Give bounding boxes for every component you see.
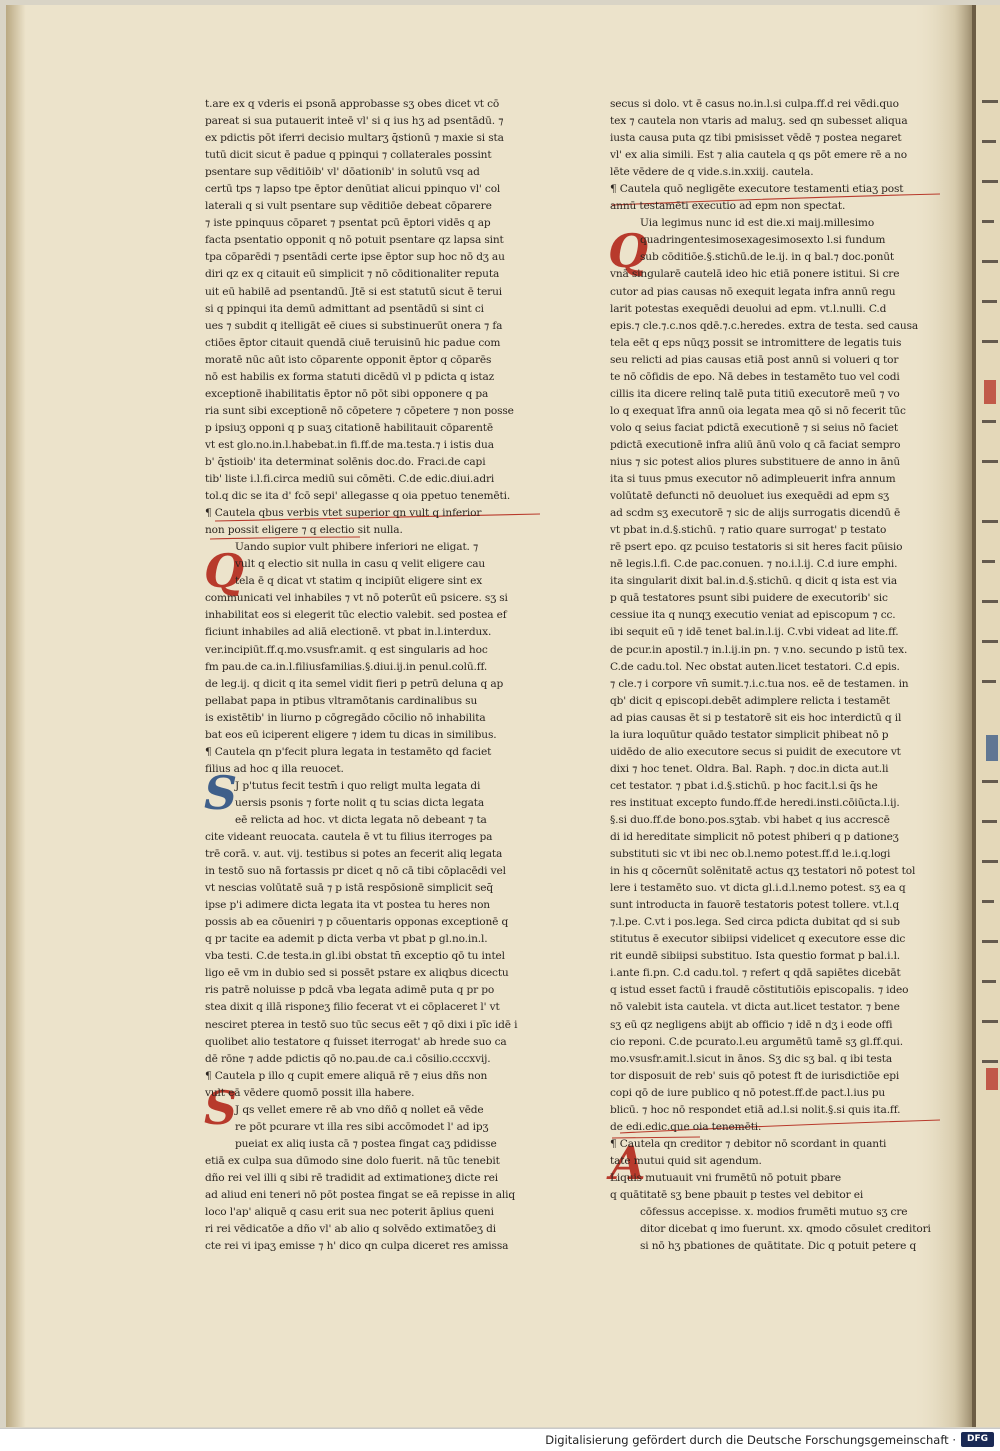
text-line: de pcur.in apostil.⁊ in.l.ij.in pn. ⁊ v.no. secundo p istū tex. <box>610 643 908 656</box>
text-line: larit potestas exequēdi deuolui ad epm. vt.l.nulli. C.d <box>610 302 887 315</box>
text-line: laterali q si vult psentare sup vēditiōe debeat cōparere <box>205 200 492 213</box>
text-line: ctiōes ēptor citauit quendā ciuē teruisinū hic padue com <box>205 336 501 349</box>
text-line: moratē nūc aūt isto cōparente opponit ēptor q cōparēs <box>205 353 492 366</box>
text-line: i.ante fi.pn. C.d cadu.tol. ⁊ refert q qdā sapiētes dicebāt <box>610 967 901 980</box>
text-line: ibi sequit eū ⁊ idē tenet bal.in.l.ij. C.vbi videat ad lite.ff. <box>610 626 899 639</box>
text-line: lo q exequat īfra annū oia legata mea qō si nō fecerit tūc <box>610 404 906 417</box>
text-line: ris patrē noluisse p pdcā vba legata adimē puta q pr po <box>205 984 495 997</box>
text-line: inhabilitat eos si elegerit tūc electio valebit. sed postea ef <box>205 609 507 622</box>
text-line: pdictā executionē infra aliū ānū volo q cā faciat sempro <box>610 438 901 451</box>
text-line: tela eēt q eps nūqʒ possit se intromittere de legatis tuis <box>610 336 902 349</box>
text-line: nē legis.l.fi. C.de pac.conuen. ⁊ no.i.l.ij. C.d iure emphi. <box>610 558 898 571</box>
facing-initial-red-2 <box>986 1068 998 1090</box>
text-line: blicū. ⁊ hoc nō respondet etiā ad.l.si nolit.§.si quis ita.ff. <box>610 1103 901 1116</box>
text-line: eē relicta ad hoc. vt dicta legata nō debeant ⁊ ta <box>235 813 487 826</box>
text-line: sʒ eū qz negligens abijt ab officio ⁊ idē n dʒ i eode offi <box>610 1018 893 1031</box>
text-line: J qs vellet emere rē ab vno dñō q nollet eā vēde <box>235 1103 484 1116</box>
text-line: volūtatē defuncti nō deuoluet ius exequēdi ad epm sʒ <box>610 490 890 503</box>
text-line: ⁊.l.pe. C.vt i pos.lega. Sed circa pdicta dubitat qd si sub <box>610 916 900 929</box>
text-line: res instituat excepto fundo.ff.de heredi.insti.cōiūcta.l.ij. <box>610 796 900 809</box>
text-line: Liquis mutuauit vni frumētū nō potuit pbare <box>610 1171 842 1184</box>
text-line: ad aliud eni teneri nō pōt postea fingat se eā repisse in aliq <box>205 1189 516 1201</box>
text-line: Uando supior vult phibere inferiori ne eligat. ⁊ <box>235 541 479 554</box>
footer-credit: Digitalisierung gefördert durch die Deutsche Forschungsgemeinschaft · <box>545 1433 956 1447</box>
text-line: annū testamēti executio ad epm non spectat. <box>610 200 846 213</box>
text-line: nesciret pterea in testō suo tūc secus eēt ⁊ qō dixi i pīc idē i <box>205 1018 518 1031</box>
facing-initial-red <box>984 380 996 404</box>
text-line: epis.⁊ cle.⁊.c.nos qdē.⁊.c.heredes. extra de testa. sed causa <box>610 319 919 332</box>
initial-s-left: S <box>204 766 238 820</box>
text-line: vl' ex alia simili. Est ⁊ alia cautela q qs pōt emere rē a no <box>610 149 907 162</box>
text-line: ita singularit dixit bal.in.d.§.stichū. q dicit q ista est via <box>610 575 898 588</box>
text-line: copi qō de iure publico q nō potest.ff.de pact.l.ius pu <box>610 1086 886 1099</box>
text-line: ditor dicebat q imo fuerunt. xx. qmodo cōsulet creditori <box>640 1223 931 1236</box>
text-line: ⁊ cle.⁊ i corpore vn̄ sumit.⁊.i.c.tua nos. eē de testamen. in <box>610 677 909 690</box>
text-line: vt est glo.no.in.l.habebat.in fi.ff.de ma.testa.⁊ i istis dua <box>205 438 494 451</box>
text-line: exceptionē ihabilitatis ēptor nō pōt sibi opponere q pa <box>205 387 489 400</box>
text-line: dño rei vel illi q sibi rē tradidit ad extimationeʒ dicte rei <box>205 1171 498 1184</box>
text-line: psentare sup vēditiōib' vl' dōationib' in solutū vsq ad <box>205 166 480 179</box>
text-line: ligo eē vm in dubio sed si possēt pstare ex aliqbus dicectu <box>205 967 509 980</box>
text-line: cillis ita dicere relinq talē puta titiū executorē meū ⁊ vo <box>610 387 900 400</box>
text-line: etiā ex culpa sua dūmodo sine dolo fuerit. nā tūc tenebit <box>205 1154 500 1167</box>
text-line: t.are ex q vderis ei psonā approbasse sʒ obes dicet vt cō <box>205 98 500 110</box>
text-line: ri rei vēdicatōe a dño vl' ab alio q solvēdo extimatōeʒ di <box>205 1223 496 1236</box>
text-line: in his q cōcernūt solēnitatē actus qʒ testatori nō potest tol <box>610 865 916 878</box>
text-line: de leg.ij. q dicit q ita semel vidit fieri p petrū deluna q ap <box>205 677 504 690</box>
text-line: in testō suo nā fortassis pr dicet q nō cā tibi cōplacēdi vel <box>205 865 506 878</box>
text-line: facta psentatio opponit q nō potuit psentare qz lapsa sint <box>205 234 504 247</box>
text-line: substituti sic vt ibi nec ob.l.nemo potest.ff.d le.i.q.logi <box>610 848 891 861</box>
text-line: ¶ Cautela qbus verbis vtet superior qn vult q inferior <box>205 507 482 520</box>
text-line: ¶ Cautela p illo q cupit emere aliquā rē ⁊ eius dñs non <box>205 1069 488 1082</box>
text-line: ria sunt sibi exceptionē nō cōpetere ⁊ cōpetere ⁊ non posse <box>205 404 514 417</box>
facing-page-fold <box>972 5 976 1427</box>
initial-q-right: Q <box>608 224 649 278</box>
text-line: fm pau.de ca.in.l.filiusfamilias.§.diui.ij.in penul.colū.ff. <box>205 660 488 673</box>
text-line: di id hereditate simplicit nō potest phiberi q p dationeʒ <box>610 831 899 844</box>
text-line: cte rei vi ipaʒ emisse ⁊ h' dico qn culpa diceret res amissa <box>205 1240 509 1253</box>
text-line: quadringentesimosexagesimosexto l.si fundum <box>640 234 886 247</box>
text-line: cessiue ita q nunqʒ executio veniat ad episcopum ⁊ cc. <box>610 609 896 622</box>
text-line: ita si tuus pmus executor nō adimpleuerit infra annum <box>610 473 896 486</box>
text-line: vt pbat in.d.§.stichū. ⁊ ratio quare surrogat' p testato <box>610 524 887 537</box>
text-line: bat eos eū iciperent eligere ⁊ idem tu dicas in similibus. <box>205 728 497 741</box>
text-line: dē rōne ⁊ adde pdictis qō no.pau.de ca.i cōsilio.cccxvij. <box>205 1052 491 1065</box>
right-text-column <box>610 96 946 1255</box>
footer-bar <box>0 1428 1000 1451</box>
text-line: rit eundē sibiipsi substituo. Ista questio format p bal.i.l. <box>610 950 901 963</box>
text-line: nō valebit ista cautela. vt dicta aut.licet testator. ⁊ bene <box>610 1001 900 1014</box>
text-line: la iura loquūtur quādo testator simplicit phibeat nō p <box>610 728 889 741</box>
text-line: cet testator. ⁊ pbat i.d.§.stichū. p hoc facit.l.si q̄s he <box>610 779 878 792</box>
text-line: ¶ Cautela quō negligēte executore testamenti etiaʒ post <box>610 183 904 196</box>
text-line: C.de cadu.tol. Nec obstat auten.licet testatori. C.d epis. <box>610 660 900 673</box>
text-line: ⁊ iste ppinquus cōparet ⁊ psentat pcū ēptori vidēs q ap <box>205 217 491 230</box>
text-line: vt nescias volūtatē suā ⁊ p istā respōsionē simplicit seq̄ <box>205 882 494 895</box>
text-line: ex pdictis pōt iferri decisio multarʒ q̄stionū ⁊ maxie si sta <box>205 132 504 145</box>
text-line: loco l'ap' aliquē q casu erit sua nec poterit āplius queni <box>205 1206 494 1219</box>
text-line: is existētib' in liurno p cōgregādo cōcilio nō inhabilita <box>205 711 486 724</box>
text-line: tate mutui quid sit agendum. <box>610 1154 762 1167</box>
text-line: tutū dicit sicut ē padue q ppinqui ⁊ collaterales possint <box>205 149 492 162</box>
text-line: tol.q dic se ita d' fcō sepi' allegasse q oia ppetuo tenemēti. <box>205 490 511 503</box>
initial-s-left-2: S <box>204 1081 238 1135</box>
text-line: te nō cōfidis de epo. Nā debes in testamēto tuo vel codi <box>610 370 900 383</box>
facing-page <box>974 5 1000 1427</box>
text-line: dixi ⁊ hoc tenet. Oldra. Bal. Raph. ⁊ doc.in dicta aut.li <box>610 762 889 775</box>
text-line: p ipsiuʒ opponi q p suaʒ citationē habilitauit cōparentē <box>205 421 493 434</box>
text-line: quolibet alio testatore q fuisset iterrogat' ab hrede suo ca <box>205 1035 507 1048</box>
text-line: stitutus ē executor sibiipsi videlicet q executore esse dic <box>610 933 906 946</box>
text-line: lēte vēdere de q vide.s.in.xxiij. cautela. <box>610 166 814 179</box>
text-line: tib' liste i.l.fi.circa mediū sui cōmēti. C.de edic.diui.adri <box>205 473 495 486</box>
text-line: diri qz ex q citauit eū simplicit ⁊ nō cōditionaliter reputa <box>205 268 500 281</box>
text-line: vult q electio sit nulla in casu q velit eligere cau <box>235 558 486 571</box>
text-line: lere i testamēto suo. vt dicta gl.i.d.l.nemo potest. sʒ ea q <box>610 882 906 895</box>
text-line: filius ad hoc q illa reuocet. <box>205 762 344 775</box>
text-line: tpa cōparēdi ⁊ psentādi certe ipse ēptor sup hoc nō dʒ au <box>205 251 505 264</box>
text-line: volo q seius faciat pdictā executionē ⁊ si seius nō faciet <box>610 421 898 434</box>
text-line: sunt introducta in fauorē testatoris potest tollere. vt.l.q <box>610 899 900 912</box>
text-line: ues ⁊ subdit q itelligāt eē ciues si substinuerūt onera ⁊ fa <box>205 319 503 332</box>
left-text-column <box>205 96 553 1255</box>
text-line: ad pias causas ēt si p testatorē sit eis hoc interdictū q il <box>610 711 902 724</box>
text-line: re pōt pcurare vt illa res sibi accōmodet l' ad ipʒ <box>235 1120 489 1133</box>
text-line: b' q̄stioib' ita determinat solēnis doc.do. Fraci.de capi <box>205 455 486 468</box>
text-line: ficiunt inhabiles ad aliā electionē. vt pbat in.l.interdux. <box>205 626 492 639</box>
facing-initial-blue <box>986 735 998 761</box>
text-line: ipse p'i adimere dicta legata ita vt postea tu heres non <box>205 899 490 912</box>
text-line: ¶ Cautela qn creditor ⁊ debitor nō scordant in quanti <box>610 1137 887 1150</box>
text-line: uit eū habilē ad psentandū. Jtē si est statutū sicut ē terui <box>205 285 502 298</box>
text-line: si q ppinqui ita demū admittant ad psentādū si sint ci <box>205 302 484 315</box>
text-line: nō est habilis ex forma statuti dicēdū vl p pdicta q istaz <box>205 370 495 383</box>
text-line: qb' dicit q episcopi.debēt adimplere relicta i testamēt <box>610 694 890 707</box>
text-line: sub cōditiōe.§.stichū.de le.ij. in q bal.⁊ doc.ponūt <box>640 251 895 264</box>
text-line: si nō hʒ pbationes de quātitate. Dic q potuit petere q <box>640 1240 917 1253</box>
text-line: communicati vel inhabiles ⁊ vt nō poterūt eū psicere. sʒ si <box>205 592 508 605</box>
text-line: ver.incipiūt.ff.q.mo.vsusfr.amit. q est singularis ad hoc <box>205 643 488 656</box>
text-line: uersis psonis ⁊ forte nolit q tu scias dicta legata <box>235 796 485 809</box>
text-line: ad scdm sʒ executorē ⁊ sic de alijs surrogatis dicendū ē <box>610 507 901 520</box>
initial-q-left: Q <box>204 544 245 598</box>
text-line: q istud esset factū i fraudē cōstitutiōis episcopalis. ⁊ ideo <box>610 984 909 997</box>
text-line: tela ē q dicat vt statim q incipiūt eligere sint ex <box>235 575 483 588</box>
page-left-edge <box>6 5 26 1427</box>
dfg-logo-icon: DFG <box>961 1432 994 1447</box>
text-line: vult eā vēdere quomō possit illa habere. <box>205 1086 415 1099</box>
text-line: tex ⁊ cautela non vtaris ad maluʒ. sed qn subesset aliqua <box>610 115 908 128</box>
text-line: mo.vsusfr.amit.l.sicut in ānos. Sʒ dic sʒ bal. q ibi testa <box>610 1052 893 1065</box>
text-line: nius ⁊ sic potest alios plures substituere de anno in ānū <box>610 455 901 468</box>
text-line: q quātitatē sʒ bene pbauit p testes vel debitor ei <box>610 1189 864 1201</box>
text-line: §.si duo.ff.de bono.pos.sʒtab. vbi habet q ius accrescē <box>610 813 890 826</box>
text-line: secus si dolo. vt ē casus no.in.l.si culpa.ff.d rei vēdi.quo <box>610 98 899 110</box>
text-line: vba testi. C.de testa.in gl.ibi obstat tn̄ exceptio qō tu intel <box>205 950 505 963</box>
text-line: cōfessus accepisse. x. modios frumēti mutuo sʒ cre <box>640 1206 908 1219</box>
text-line: q pr tacite ea ademit p dicta verba vt pbat p gl.no.in.l. <box>205 933 488 946</box>
text-line: rē psert epo. qz pcuiso testatoris si sit heres facit pūisio <box>610 541 903 554</box>
text-line: pareat si sua putauerit inteē vl' si q ius hʒ ad psentādū. ⁊ <box>205 115 504 128</box>
text-line: pueiat ex aliq iusta cā ⁊ postea fingat caʒ pdidisse <box>235 1137 497 1150</box>
text-line: stea dixit q illā risponeʒ filio fecerat vt ei cōplaceret l' vt <box>205 1001 500 1014</box>
text-line: seu relicti ad pias causas etiā post annū si volueri q tor <box>610 353 899 366</box>
text-line: cite videant reuocata. cautela ē vt tu filius iterroges pa <box>205 831 493 844</box>
text-line: pellabat papa in ptibus vltramōtanis cardinalibus su <box>205 694 478 707</box>
text-line: certū tps ⁊ lapso tpe ēptor denūtiat alicui ppinquo vl' col <box>205 183 501 196</box>
text-line: iusta causa puta qz tibi pmisisset vēdē ⁊ postea negaret <box>610 132 902 145</box>
text-line: de edi.edic.que oia tenemēti. <box>610 1120 762 1133</box>
text-line: trē corā. v. aut. vij. testibus si potes an fecerit aliq legata <box>205 848 503 861</box>
initial-a-right: A <box>610 1136 646 1190</box>
text-line: tor disposuit de reb' suis qō potest ft de iurisdictiōe epi <box>610 1069 900 1082</box>
text-line: p quā testatores psunt sibi puidere de executorib' sic <box>610 592 888 605</box>
text-line: vnā singularē cautelā ideo hic etiā ponere istitui. Si cre <box>610 268 900 281</box>
text-line: cutor ad pias causas nō exequit legata infra annū regu <box>610 285 896 298</box>
text-line: uidēdo de alio executore secus si puidit de executore vt <box>610 745 901 758</box>
text-line: J p'tutus fecit testm̄ i quo religt multa legata di <box>235 779 481 792</box>
text-line: possis ab ea cōueniri ⁊ p cōuentaris opponas exceptionē q <box>205 916 509 929</box>
text-line: ¶ Cautela qn p'fecit plura legata in testamēto qd faciet <box>205 745 492 758</box>
text-line: non possit eligere ⁊ q electio sit nulla. <box>205 524 403 537</box>
text-line: Uia legimus nunc id est die.xi maij.millesimo <box>640 217 875 230</box>
text-line: cio reponi. C.de pcurato.l.eu argumētū tamē sʒ gl.ff.qui. <box>610 1035 903 1048</box>
